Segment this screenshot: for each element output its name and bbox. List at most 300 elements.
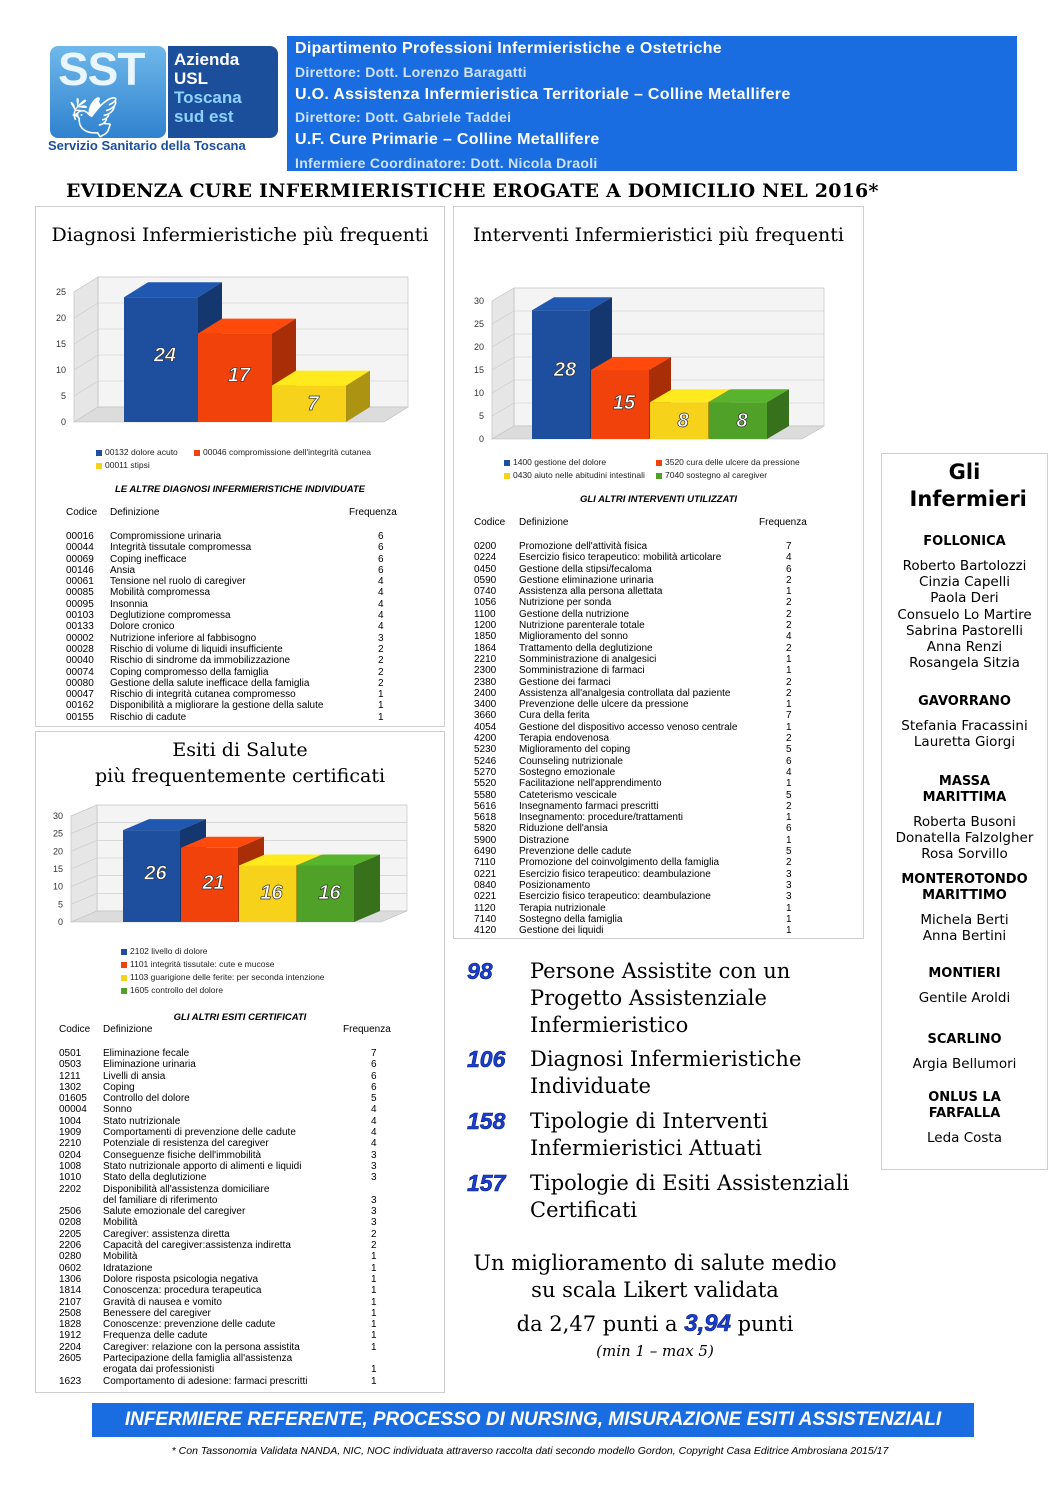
nurses-panel xyxy=(881,453,1048,1170)
cell-frequency: 2 xyxy=(786,800,792,812)
bar-value-label: 26 xyxy=(144,862,167,885)
cell-frequency: 1 xyxy=(786,834,792,846)
legend-swatch xyxy=(121,975,127,981)
cell-frequency: 2 xyxy=(371,1240,377,1252)
cell-code: 3660 xyxy=(474,710,497,722)
cell-code: 0590 xyxy=(474,574,497,586)
likert-line: su scala Likert validata xyxy=(531,1278,779,1302)
cell-definition: Compromissione urinaria xyxy=(110,531,222,542)
y-tick-label: 25 xyxy=(52,828,63,839)
cell-code: 1623 xyxy=(59,1375,82,1387)
table-row xyxy=(474,903,844,914)
header-line: Dipartimento Professioni Infermieristiche e Ostetriche xyxy=(295,40,722,57)
cell-definition: Potenziale di resistenza del caregiver xyxy=(103,1138,269,1150)
chart-legend xyxy=(504,457,854,487)
cell-definition: Conoscenze: prevenzione delle cadute xyxy=(103,1319,276,1331)
cell-definition: Sonno xyxy=(103,1104,132,1116)
y-tick-label: 10 xyxy=(473,388,484,398)
cell-frequency: 1 xyxy=(371,1341,377,1353)
cell-definition: Livelli di ansia xyxy=(103,1070,166,1082)
legend-item xyxy=(194,447,371,457)
cell-code: 00061 xyxy=(66,576,94,588)
chart-title: Diagnosi Infermieristiche più frequenti xyxy=(51,224,429,246)
cell-definition: Comportamento di adesione: farmaci prescritti xyxy=(103,1375,308,1387)
likert-values xyxy=(455,1310,855,1338)
cell-code: 0280 xyxy=(59,1251,82,1263)
cell-definition: Nutrizione inferiore al fabbisogno xyxy=(110,632,257,644)
table-title: GLI ALTRI INTERVENTI UTILIZZATI xyxy=(579,494,738,505)
table-row xyxy=(66,644,426,655)
nurses-title-text: Gli Infermieri xyxy=(909,460,1027,511)
y-tick-label: 15 xyxy=(55,339,66,349)
legend-label: 1103 guarigione delle ferite: per seconda intenzione xyxy=(130,972,325,982)
legend-item xyxy=(504,457,606,467)
interventi-table xyxy=(474,517,844,936)
table-row xyxy=(474,564,844,575)
cell-code: 4120 xyxy=(474,925,497,937)
cell-definition: Cateterismo vescicale xyxy=(519,789,617,801)
y-tick-label: 10 xyxy=(52,881,63,892)
column-header: Codice xyxy=(59,1024,91,1035)
chart-legend xyxy=(121,946,441,998)
table-row xyxy=(59,1285,429,1296)
logo-sst: SST xyxy=(58,43,145,95)
cell-code: 0221 xyxy=(474,868,497,880)
cell-definition: Mobilità xyxy=(103,1217,138,1229)
asl-logo xyxy=(48,43,280,156)
y-tick-label: 20 xyxy=(55,313,66,323)
cell-definition: Disponibilità all'assistenza domiciliare xyxy=(103,1183,270,1195)
cell-code: 2210 xyxy=(474,653,497,665)
legend-item xyxy=(121,959,274,969)
cell-frequency: 6 xyxy=(378,553,384,565)
cell-definition: Frequenza delle cadute xyxy=(103,1330,208,1342)
legend-label: 7040 sostegno al caregiver xyxy=(665,470,768,480)
cell-definition: Gestione del dispositivo accesso venoso centrale xyxy=(519,721,738,733)
cell-frequency: 4 xyxy=(371,1104,377,1116)
cell-code: 5520 xyxy=(474,778,497,790)
table-row xyxy=(59,1093,429,1104)
cell-code: 0200 xyxy=(474,541,497,552)
stat-text: Diagnosi Infermieristiche Individuate xyxy=(530,1047,802,1098)
cell-code: 2107 xyxy=(59,1296,82,1308)
cell-definition: Stato nutrizionale apporto di alimenti e liquidi xyxy=(103,1160,302,1172)
table-row xyxy=(474,914,844,925)
cell-frequency: 4 xyxy=(786,552,792,564)
table-row xyxy=(59,1251,429,1262)
cell-definition: Salute emozionale del caregiver xyxy=(103,1206,246,1218)
table-row xyxy=(474,891,844,902)
nurse-group xyxy=(882,1032,1047,1072)
cell-definition: Trattamento della deglutizione xyxy=(519,642,653,654)
cell-frequency: 1 xyxy=(371,1307,377,1319)
legend-item xyxy=(504,470,645,480)
stat-number: 158 xyxy=(467,1108,506,1134)
cell-code: 1864 xyxy=(474,642,497,654)
table-row xyxy=(59,1048,429,1059)
table-row xyxy=(66,587,426,598)
table-row xyxy=(59,1082,429,1093)
cell-frequency: 2 xyxy=(378,643,384,655)
table-row xyxy=(474,756,844,767)
bar-value-label: 8 xyxy=(677,409,689,432)
cell-code: 7110 xyxy=(474,857,496,869)
cell-code: 5900 xyxy=(474,834,497,846)
cell-code: 0224 xyxy=(474,552,497,564)
nurse-name: Sabrina Pastorelli xyxy=(905,622,1024,639)
group-name: MASSA MARITTIMA xyxy=(922,774,1007,805)
table-row xyxy=(59,1206,429,1217)
cell-definition: Gestione eliminazione urinaria xyxy=(519,574,654,586)
legend-swatch xyxy=(504,473,510,479)
table-row xyxy=(474,744,844,755)
cell-frequency: 1 xyxy=(786,925,792,937)
cell-definition: Miglioramento del sonno xyxy=(519,631,628,643)
cell-definition: Stato della deglutizione xyxy=(103,1172,207,1184)
cell-definition: Distrazione xyxy=(519,834,570,846)
cell-frequency: 6 xyxy=(786,563,792,575)
y-tick-label: 10 xyxy=(55,365,66,375)
cell-frequency: 1 xyxy=(786,653,792,665)
table-row xyxy=(59,1319,429,1330)
table-row xyxy=(59,1263,429,1274)
cell-code: 2605 xyxy=(59,1353,82,1365)
cell-code: 1120 xyxy=(474,902,496,914)
stat-number: 157 xyxy=(467,1170,506,1196)
cell-definition: Nutrizione per sonda xyxy=(519,597,612,609)
table-row xyxy=(474,880,844,891)
esiti-panel xyxy=(35,731,445,1393)
chart-title: Interventi Infermieristici più frequenti xyxy=(473,224,844,246)
cell-frequency: 1 xyxy=(371,1375,377,1387)
cell-definition: Counseling nutrizionale xyxy=(519,755,623,767)
table-row xyxy=(474,733,844,744)
bar-value-label: 8 xyxy=(736,409,748,432)
cell-code: 1828 xyxy=(59,1319,82,1331)
cell-code: 2204 xyxy=(59,1341,82,1353)
cell-frequency: 5 xyxy=(786,789,792,801)
cell-frequency: 1 xyxy=(786,913,792,925)
cell-code: 0840 xyxy=(474,879,497,891)
cell-definition: Nutrizione parenterale totale xyxy=(519,620,645,632)
cell-frequency: 1 xyxy=(786,902,792,914)
nurse-group xyxy=(882,694,1047,750)
legend-label: 1101 integrità tissutale: cute e mucose xyxy=(130,959,275,969)
cell-definition: Benessere del caregiver xyxy=(103,1307,211,1319)
legend-label: 1400 gestione del dolore xyxy=(513,457,607,467)
table-row xyxy=(59,1116,429,1127)
cell-frequency: 1 xyxy=(786,586,792,598)
y-tick-label: 30 xyxy=(473,296,484,306)
cell-frequency: 2 xyxy=(378,655,384,667)
cell-definition: Tensione nel ruolo di caregiver xyxy=(110,576,246,588)
likert-from: da 2,47 punti a xyxy=(516,1312,678,1336)
cell-frequency: 2 xyxy=(786,857,792,869)
bar-value-label: 24 xyxy=(153,344,177,367)
nurse-name: Argia Bellumori xyxy=(912,1056,1017,1072)
cell-code: 1302 xyxy=(59,1081,82,1093)
table-row xyxy=(474,631,844,642)
cell-code: 7140 xyxy=(474,913,497,925)
header-line: U.F. Cure Primarie – Colline Metallifere xyxy=(295,131,600,149)
bar-value-label: 21 xyxy=(202,872,225,895)
cell-code: 00040 xyxy=(66,655,94,667)
cell-code: 00004 xyxy=(59,1104,87,1116)
cell-frequency: 3 xyxy=(786,868,792,880)
esiti-table xyxy=(59,1024,429,1387)
legend-swatch xyxy=(121,962,127,968)
table-row xyxy=(474,609,844,620)
table-row xyxy=(474,677,844,688)
y-tick-label: 15 xyxy=(473,365,484,375)
y-tick-label: 0 xyxy=(57,917,63,927)
cell-definition: Somministrazione di farmaci xyxy=(519,665,645,677)
header-line: Direttore: Dott. Lorenzo Baragatti xyxy=(295,63,527,80)
cell-frequency: 4 xyxy=(371,1115,377,1127)
table-row xyxy=(66,700,426,711)
table-row xyxy=(474,767,844,778)
cell-frequency: 4 xyxy=(378,598,384,610)
cell-definition: Insonnia xyxy=(110,598,148,610)
likert-range: (min 1 – max 5) xyxy=(596,1342,714,1360)
legend-swatch xyxy=(96,450,102,456)
column-header: Codice xyxy=(474,517,506,528)
nurse-name: Gentile Aroldi xyxy=(918,990,1011,1006)
table-row xyxy=(59,1138,429,1149)
cell-definition: Dolore risposta psicologia negativa xyxy=(103,1273,259,1285)
table-row xyxy=(474,688,844,699)
table-row xyxy=(59,1217,429,1228)
cell-frequency: 2 xyxy=(786,620,792,632)
legend-label: 00011 stipsi xyxy=(105,460,150,470)
legend-item xyxy=(656,470,767,480)
page-title: EVIDENZA CURE INFERMIERISTICHE EROGATE A DOMICILIO NEL 2016* xyxy=(66,180,879,202)
table-row xyxy=(59,1150,429,1161)
cell-definition: Coping xyxy=(103,1081,135,1093)
cell-frequency: 1 xyxy=(371,1364,377,1376)
bar-value-label: 15 xyxy=(612,392,636,415)
esiti-chart xyxy=(41,804,441,939)
cell-frequency: 4 xyxy=(378,621,384,633)
table-row xyxy=(59,1297,429,1308)
cell-definition: Posizionamento xyxy=(519,879,591,891)
cell-frequency: 4 xyxy=(378,610,384,622)
table-row xyxy=(474,597,844,608)
cell-definition: Coping compromesso della famiglia xyxy=(110,666,269,678)
cell-code: 1004 xyxy=(59,1115,82,1127)
cell-definition: Rischio di integrità cutanea compromesso xyxy=(110,689,296,701)
bar-value-label: 16 xyxy=(318,881,341,904)
table-row xyxy=(474,778,844,789)
cell-definition: Coping inefficace xyxy=(110,553,187,565)
cell-frequency: 4 xyxy=(378,587,384,599)
likert-final-value: 3,94 xyxy=(684,1310,731,1337)
table-row xyxy=(474,790,844,801)
likert-line: Un miglioramento di salute medio xyxy=(473,1251,837,1275)
bar-value-label: 16 xyxy=(260,881,283,904)
cell-frequency: 2 xyxy=(786,574,792,586)
cell-definition: Gestione della salute inefficace della famiglia xyxy=(110,677,310,689)
nurse-name: Donatella Falzolgher xyxy=(895,830,1034,847)
group-name: MONTIERI xyxy=(928,966,1001,981)
cell-code: 1056 xyxy=(474,597,497,609)
stat-text: Persone Assistite con un Progetto Assistenziale Infermieristico xyxy=(530,959,791,1037)
chart-side-wall xyxy=(74,277,98,422)
cell-frequency: 1 xyxy=(371,1285,377,1297)
cell-code: 1010 xyxy=(59,1172,82,1184)
cell-code: 0450 xyxy=(474,563,497,575)
cell-frequency: 1 xyxy=(371,1296,377,1308)
cell-code: 5230 xyxy=(474,744,497,756)
bird-icon: 🕊 xyxy=(68,95,119,141)
cell-definition: Ansia xyxy=(110,564,136,576)
cell-definition: Somministrazione di analgesici xyxy=(519,653,657,665)
cell-code: 2400 xyxy=(474,687,497,699)
nurse-group xyxy=(882,966,1047,1006)
legend-label: 0430 aiuto nelle abitudini intestinali xyxy=(513,470,645,480)
cell-frequency: 3 xyxy=(371,1217,377,1229)
nurse-name: Roberto Bartolozzi xyxy=(902,558,1027,574)
cell-code: 5580 xyxy=(474,789,497,801)
cell-definition: Terapia nutrizionale xyxy=(519,902,606,914)
y-tick-label: 20 xyxy=(52,846,63,857)
nurse-name: Rosangela Sitzia xyxy=(909,655,1020,672)
cell-frequency: 3 xyxy=(378,632,384,644)
cell-definition: Gestione della nutrizione xyxy=(519,608,630,620)
cell-frequency: 3 xyxy=(371,1160,377,1172)
legend-label: 00132 dolore acuto xyxy=(105,447,178,457)
legend-label: 00046 compromissione dell'integrità cutanea xyxy=(203,447,371,457)
cell-code: 00146 xyxy=(66,564,94,576)
interventi-panel xyxy=(453,206,864,939)
table-row xyxy=(59,1330,429,1341)
cell-code: 00103 xyxy=(66,610,94,622)
cell-frequency: 1 xyxy=(371,1319,377,1331)
cell-frequency: 5 xyxy=(371,1093,377,1105)
cell-code: 6490 xyxy=(474,846,497,858)
y-tick-label: 30 xyxy=(52,811,63,821)
table-row xyxy=(66,576,426,587)
cell-code: 2380 xyxy=(474,676,497,688)
nurse-name: Rosa Sorvillo xyxy=(921,846,1008,863)
cell-frequency: 6 xyxy=(378,542,384,554)
cell-code: 5618 xyxy=(474,812,497,824)
legend-swatch xyxy=(504,460,510,466)
cell-definition: Eliminazione urinaria xyxy=(103,1059,196,1071)
legend-swatch xyxy=(656,460,662,466)
cell-definition: Partecipazione della famiglia all'assistenza xyxy=(103,1353,293,1365)
cell-frequency: 1 xyxy=(786,665,792,677)
cell-frequency: 2 xyxy=(378,666,384,678)
nurse-name: Paola Deri xyxy=(930,590,999,607)
cell-code: 00047 xyxy=(66,689,94,701)
table-row xyxy=(59,1376,429,1387)
cell-code: 1008 xyxy=(59,1160,82,1172)
nurse-group xyxy=(882,872,1047,944)
table-row xyxy=(59,1195,429,1206)
table-row xyxy=(474,857,844,868)
cell-code: 5270 xyxy=(474,766,497,778)
nurse-name: Anna Bertini xyxy=(922,928,1007,945)
legend-swatch xyxy=(96,463,102,469)
table-row xyxy=(59,1364,429,1375)
cell-code: 2506 xyxy=(59,1206,82,1218)
cell-frequency: 4 xyxy=(786,766,792,778)
table-row xyxy=(66,542,426,553)
cell-definition: Rischio di cadute xyxy=(110,711,187,723)
table-row xyxy=(66,554,426,565)
cell-frequency: 3 xyxy=(786,891,792,903)
column-header: Frequenza xyxy=(343,1024,391,1035)
legend-label: 2102 livello di dolore xyxy=(130,946,208,956)
nurse-group xyxy=(882,534,1047,671)
cell-definition: Eliminazione fecale xyxy=(103,1048,190,1059)
cell-frequency: 6 xyxy=(378,564,384,576)
cell-frequency: 6 xyxy=(371,1059,377,1071)
nurse-name: Leda Costa xyxy=(926,1130,1002,1146)
cell-frequency: 1 xyxy=(371,1273,377,1285)
cell-frequency: 6 xyxy=(786,755,792,767)
cell-frequency: 1 xyxy=(786,699,792,711)
group-name: GAVORRANO xyxy=(918,694,1011,709)
table-row xyxy=(474,925,844,936)
nurse-name: Michela Berti xyxy=(920,912,1009,928)
bar-value-label: 28 xyxy=(553,359,577,382)
nurse-name: Roberta Busoni xyxy=(913,814,1016,830)
nurses-title xyxy=(882,459,1047,513)
cell-code: 0740 xyxy=(474,586,497,598)
cell-frequency: 2 xyxy=(786,733,792,745)
footer-bar: INFERMIERE REFERENTE, PROCESSO DI NURSING, MISURAZIONE ESITI ASSISTENZIALI xyxy=(92,1403,974,1437)
cell-frequency: 2 xyxy=(371,1228,377,1240)
cell-frequency: 6 xyxy=(786,823,792,835)
table-header-row xyxy=(474,517,844,529)
y-tick-label: 15 xyxy=(52,864,63,874)
column-header: Codice xyxy=(66,507,98,518)
column-header: Definizione xyxy=(519,517,569,528)
cell-frequency: 1 xyxy=(378,700,384,712)
stat-text: Tipologie di Esiti Assistenziali Certificati xyxy=(530,1171,850,1222)
cell-definition: Gestione dei liquidi xyxy=(519,925,604,937)
cell-definition: Rischio di volume di liquidi insufficiente xyxy=(110,643,283,655)
cell-code: 0501 xyxy=(59,1048,82,1059)
cell-code: 00074 xyxy=(66,666,94,678)
cell-definition: Gravità di nausea e vomito xyxy=(103,1296,222,1308)
group-name: SCARLINO xyxy=(927,1032,1002,1047)
nurse-name: Anna Renzi xyxy=(926,639,1003,656)
cell-definition: Stato nutrizionale xyxy=(103,1115,181,1127)
y-tick-label: 5 xyxy=(60,391,66,401)
cell-code: 1850 xyxy=(474,631,497,643)
cell-definition: Disponibilità a migliorare la gestione della salute xyxy=(110,700,324,712)
diagnosi-chart xyxy=(46,259,446,444)
nurse-name: Stefania Fracassini xyxy=(901,718,1028,734)
cell-code: 0204 xyxy=(59,1149,82,1161)
cell-frequency: 6 xyxy=(371,1070,377,1082)
cell-definition: Sostegno della famiglia xyxy=(519,913,623,925)
cell-frequency: 6 xyxy=(378,531,384,542)
cell-code: 2206 xyxy=(59,1240,82,1252)
table-row xyxy=(59,1071,429,1082)
cell-definition: Integrità tissutale compromessa xyxy=(110,542,252,554)
cell-frequency: 2 xyxy=(786,597,792,609)
cell-code: 2300 xyxy=(474,665,497,677)
cell-code: 5246 xyxy=(474,755,497,767)
table-row xyxy=(59,1342,429,1353)
legend-item xyxy=(121,972,325,982)
nurse-group xyxy=(882,774,1047,863)
logo-azienda xyxy=(168,46,278,138)
